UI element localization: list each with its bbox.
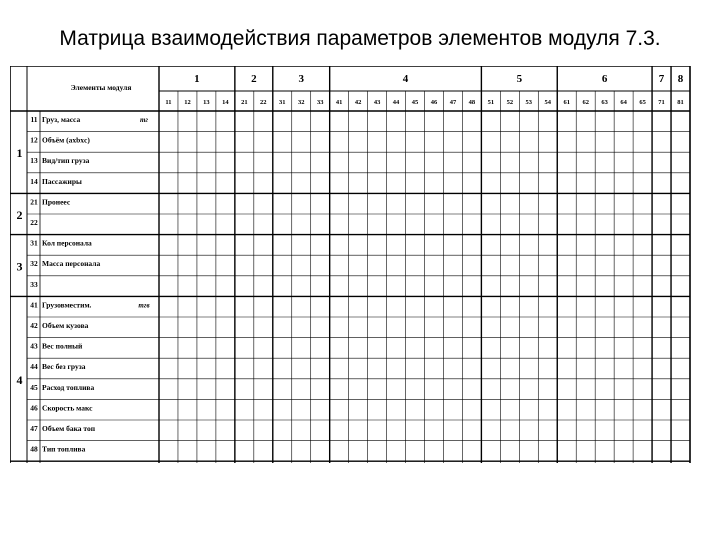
column-code-42: 42 — [354, 99, 362, 106]
row-name-31: Кол персонала — [42, 238, 92, 248]
column-group-3: 3 — [298, 73, 304, 85]
row-name-13: Вид/тип груза — [42, 156, 90, 166]
row-code-44: 44 — [30, 362, 38, 372]
row-name-46: Скорость макс — [42, 403, 93, 413]
column-code-33: 33 — [316, 99, 324, 106]
column-group-7: 7 — [658, 73, 665, 85]
row-name-42: Объем кузова — [42, 321, 89, 330]
column-code-47: 47 — [449, 99, 457, 106]
interaction-matrix — [10, 66, 692, 463]
column-code-53: 53 — [525, 99, 533, 106]
row-code-11: 11 — [30, 115, 38, 124]
row-name-14: Пассажиры — [42, 176, 82, 186]
row-code-48: 48 — [30, 444, 38, 454]
row-code-13: 13 — [30, 156, 38, 166]
row-code-45: 45 — [30, 382, 38, 392]
header-label: Элементы модуля — [70, 83, 132, 92]
column-code-48: 48 — [468, 99, 476, 106]
column-code-46: 46 — [430, 99, 438, 106]
row-name-32: Масса персонала — [42, 259, 101, 269]
column-code-45: 45 — [411, 99, 419, 106]
row-group-2: 2 — [16, 208, 23, 222]
column-code-81: 81 — [677, 99, 684, 106]
column-code-13: 13 — [203, 99, 210, 106]
row-code-43: 43 — [30, 341, 38, 351]
column-code-32: 32 — [297, 99, 305, 106]
column-code-44: 44 — [392, 99, 400, 106]
row-code-33: 33 — [30, 279, 38, 289]
row-group-4: 4 — [16, 372, 23, 387]
row-name-41: Грузовместим. — [42, 300, 92, 310]
row-code-42: 42 — [30, 321, 38, 330]
row-code-32: 32 — [30, 259, 38, 269]
column-group-1: 1 — [194, 73, 200, 85]
column-code-21: 21 — [241, 99, 248, 106]
row-code-41: 41 — [30, 300, 38, 310]
column-code-14: 14 — [222, 99, 229, 106]
row-code-46: 46 — [30, 403, 38, 413]
column-group-6: 6 — [601, 73, 608, 85]
matrix-grid — [10, 66, 692, 463]
slide-title: Матрица взаимодействия параметров элементов модуля 7.3. — [59, 27, 661, 50]
column-code-64: 64 — [620, 99, 627, 106]
column-code-12: 12 — [184, 99, 191, 106]
column-group-8: 8 — [677, 73, 684, 85]
row-name-47: Объем бака топ — [42, 424, 96, 433]
row-group-1: 1 — [16, 146, 23, 161]
column-code-71: 71 — [658, 99, 665, 106]
column-code-63: 63 — [601, 99, 608, 106]
column-code-61: 61 — [563, 99, 570, 106]
column-group-2: 2 — [251, 73, 257, 85]
row-code-47: 47 — [30, 424, 38, 433]
row-symbol-11: mг — [139, 116, 149, 124]
row-code-21: 21 — [30, 197, 38, 207]
row-name-48: Тип топлива — [42, 444, 86, 454]
row-name-11: Груз, масса — [42, 115, 81, 124]
row-symbol-41: mгв — [138, 301, 150, 310]
row-code-31: 31 — [30, 238, 38, 248]
row-name-12: Объём (axbxc) — [42, 135, 90, 145]
column-code-31: 31 — [279, 99, 286, 106]
column-group-5: 5 — [516, 73, 523, 85]
row-code-12: 12 — [30, 135, 38, 145]
column-code-51: 51 — [487, 99, 495, 106]
column-code-43: 43 — [373, 99, 381, 106]
column-code-22: 22 — [260, 99, 267, 106]
row-group-3: 3 — [16, 259, 23, 274]
row-name-44: Вес без груза — [42, 362, 86, 372]
column-code-65: 65 — [639, 99, 646, 106]
row-code-22: 22 — [30, 218, 38, 227]
column-code-62: 62 — [582, 99, 589, 106]
row-name-45: Расход топлива — [42, 382, 95, 392]
row-code-14: 14 — [30, 176, 38, 186]
column-group-4: 4 — [402, 73, 409, 85]
column-code-52: 52 — [506, 99, 514, 106]
row-name-43: Вес полный — [42, 341, 83, 351]
column-code-11: 11 — [165, 99, 172, 106]
row-name-21: Пронеес — [42, 197, 71, 207]
column-code-54: 54 — [544, 99, 552, 106]
column-code-41: 41 — [335, 99, 343, 106]
